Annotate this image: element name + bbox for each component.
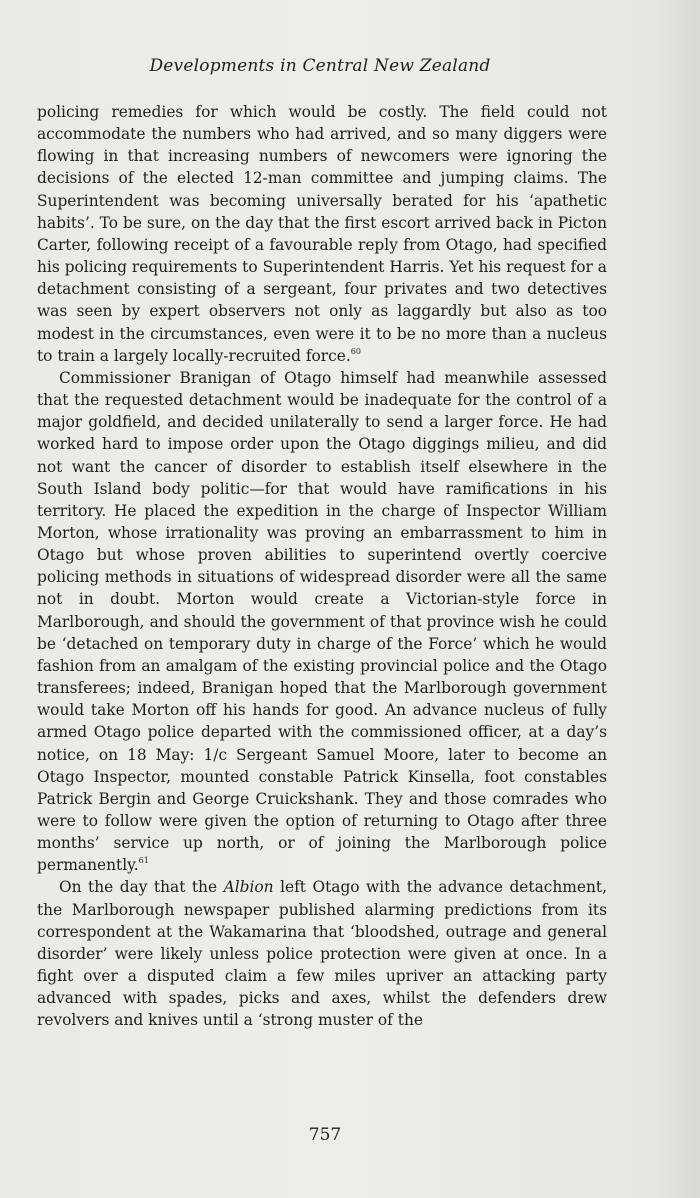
paragraph-3-text-start: On the day that the	[59, 878, 224, 897]
paragraph-3	[37, 876, 607, 1031]
footnote-ref-60[interactable]: 60	[350, 346, 361, 356]
body-text	[37, 101, 607, 1032]
page-number: 757	[308, 1125, 342, 1145]
footnote-ref-61[interactable]: 61	[138, 856, 149, 866]
paragraph-1	[37, 101, 607, 367]
running-head: Developments in Central New Zealand	[149, 56, 491, 76]
paragraph-3-text-rest: left Otago with the advance detachment, the Marlborough newspaper published alarming predictions from its correspondent at the Wakamarina that ‘bloodshed, outrage and general disorder’ were likely unless police protection were given at once. In a fight over a disputed claim a few miles upriver an attacking party advanced with spades, picks and axes, whilst the defenders drew revolvers and knives until a ‘strong muster of the	[37, 878, 607, 1030]
paragraph-1-text: policing remedies for which would be costly. The field could not accommodate the numbers who had arrived, and so many diggers were flowing in that increasing numbers of newcomers were ignoring the decisions of the elected 12-man committee and jumping claims. The Superintendent was becoming universally berated for his ‘apathetic habits’. To be sure, on the day that the first escort arrived back in Picton Carter, following receipt of a favourable reply from Otago, had specified his policing requirements to Superintendent Harris. Yet his request for a detachment consisting of a sergeant, four privates and two detectives was seen by expert observers not only as laggardly but also as too modest in the circumstances, even were it to be no more than a nucleus to train a largely locally-recruited force.	[37, 103, 607, 365]
paragraph-2	[37, 367, 607, 877]
ship-name-italic: Albion	[223, 878, 274, 897]
paragraph-2-text: Commissioner Branigan of Otago himself had meanwhile assessed that the requested detachment would be inadequate for the control of a major goldfield, and decided unilaterally to send a larger force. He had worked hard to impose order upon the Otago diggings milieu, and did not want the cancer of disorder to establish itself elsewhere in the South Island body politic—for that would have ramifications in his territory. He placed the expedition in the charge of Inspector William Morton, whose irrationality was proving an embarrassment to him in Otago but whose proven abilities to superintend overtly coercive policing methods in situations of widespread disorder were all the same not in doubt. Morton would create a Victorian-style force in Marlborough, and should the government of that province wish he could be ‘detached on temporary duty in charge of the Force’ which he would fashion from an amalgam of the existing provincial police and the Otago transferees; indeed, Branigan hoped that the Marlborough government would take Morton off his hands for good. An advance nucleus of fully armed Otago police departed with the commissioned officer, at a day’s notice, on 18 May: 1/c Sergeant Samuel Moore, later to become an Otago Inspector, mounted constable Patrick Kinsella, foot constables Patrick Bergin and George Cruickshank. They and those comrades who were to follow were given the option of returning to Otago after three months’ service up north, or of joining the Marlborough police permanently.	[37, 368, 607, 875]
